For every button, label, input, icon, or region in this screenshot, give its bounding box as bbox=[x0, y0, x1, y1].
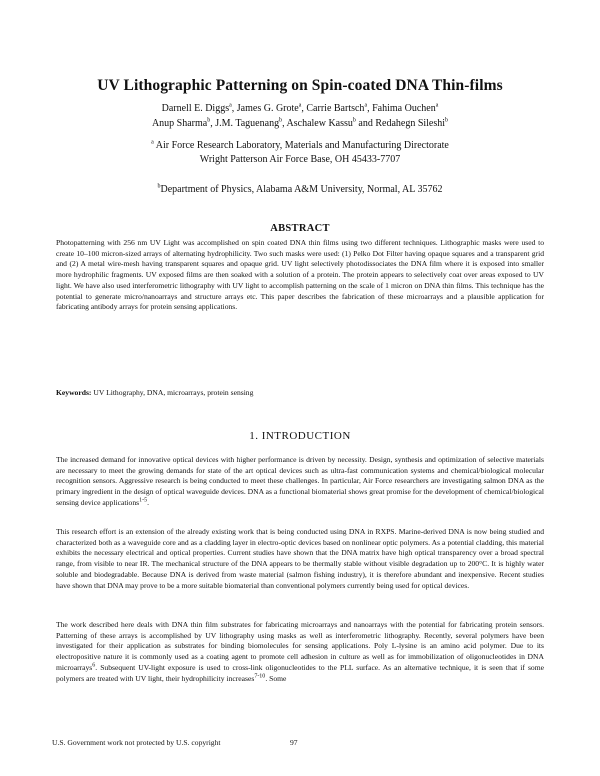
paper-title: UV Lithographic Patterning on Spin-coated DNA Thin-films bbox=[97, 77, 503, 94]
abstract-text: Photopatterning with 256 nm UV Light was accomplished on spin coated DNA thin films using two different techniques. Lithographic masks were used to create 10–100 micron-sized arrays of alternating hydrophilicity. Two such masks were used: (1) Pelko Dot Filter having opaque squares and a transparent grid and (2) A metal wire-mesh having transparent squares and opaque grid. UV light selectively photodissociates the DNA film where it is exposed into smaller more hydrophilic fragments. UV exposed films are then soaked with a solution of a protein. The protein appears to selectively coat over areas exposed to UV light. We have also used interferometric lithography with UV light to accomplish patterning on the scale of 1 micron on DNA thin films. This technique has the potential to generate micro/nanoarrays and structure arrays etc. This paper describes the fabrication of these microarrays and a plausible application for fabricating antibody arrays for protein sensing applications. bbox=[56, 238, 544, 312]
affiliation-a-line-2: Wright Patterson Air Force Base, OH 45433-7707 bbox=[199, 153, 401, 165]
citation: 1-5 bbox=[139, 497, 148, 504]
intro-paragraph-1-text: The increased demand for innovative optical devices with higher performance is driven by necessity. Design, synthesis and optimization of selective materials are necessary to meet the growing demands for state of the art optical devices such as ultra-fast communication systems and chemical/biological molecular recognition sensors. Aggressive research is being conducted to meet these challenges. In particular, Air Force researchers are investigating salmon DNA as the primary ingredient in the design of optical waveguide devices. DNA as a functional biomaterial shows great promise for the development of chemical/biological sensing device applications bbox=[56, 455, 544, 507]
intro-paragraph-3-text: The work described here deals with DNA thin film substrates for fabricating microarrays and nanoarrays with the potential for fabricating protein sensors. Patterning of these arrays is accomplished by UV lithography using masks as well as interferometric lithography. Recently, several polymers have been investigated for their application as substrates for binding biomolecules for sensing applications. Poly L-lysine is an amino acid polymer. Due to its electropositive nature it is commonly used as a coating agent to promote cell adhesion in culture as well as for immobilization of oligonucleotides in DNA microarrays bbox=[56, 620, 544, 672]
intro-paragraph-3 bbox=[56, 620, 544, 684]
author-line-1 bbox=[60, 101, 540, 116]
affil-mark: b bbox=[445, 117, 449, 124]
keywords-label: Keywords: bbox=[56, 388, 92, 397]
affiliation-a-line-1: Air Force Research Laboratory, Materials and Manufacturing Directorate bbox=[155, 140, 449, 151]
author-name: Anup Sharma bbox=[151, 118, 208, 129]
author-name: and Redahegn Sileshi bbox=[355, 118, 446, 129]
copyright-notice: U.S. Government work not protected by U.S. copyright bbox=[52, 738, 221, 747]
affil-mark: a bbox=[298, 102, 302, 109]
affil-mark: b bbox=[157, 183, 161, 190]
affiliation-a bbox=[60, 139, 540, 166]
affiliation-b-text: Department of Physics, Alabama A&M University, Normal, AL 35762 bbox=[160, 184, 443, 195]
affiliation-b bbox=[60, 183, 540, 197]
intro-paragraph-1: The increased demand for innovative optical devices with higher performance is driven by necessity. Design, synthesis and optimization of selective materials are necessary to meet the growing demands for state of the art optical devices such as ultra-fast communication systems and chemical/biological molecular recognition sensors. Aggressive research is being conducted to meet these challenges. In particular, Air Force researchers are investigating salmon DNA as the primary ingredient in the design of optical waveguide devices. DNA as a functional biomaterial shows great promise for the development of chemical/biological sensing device applications$^{1-5}$. bbox=[56, 455, 544, 507]
author-list bbox=[60, 101, 540, 131]
keywords-text: UV Lithography, DNA, microarrays, protein sensing bbox=[91, 388, 254, 397]
citation: 6 bbox=[92, 662, 96, 669]
author-name: , Carrie Bartsch bbox=[301, 103, 365, 114]
affil-mark: b bbox=[352, 117, 356, 124]
affil-mark: a bbox=[364, 102, 368, 109]
affil-mark: a bbox=[435, 102, 439, 109]
author-name: , Fahima Ouchen bbox=[367, 103, 436, 114]
author-name: , J.M. Taguenang bbox=[210, 118, 280, 129]
author-name: , James G. Grote bbox=[231, 103, 299, 114]
affil-mark: a bbox=[229, 102, 232, 109]
intro-paragraph-3-text: . Some bbox=[265, 673, 287, 683]
author-line-2 bbox=[60, 116, 540, 131]
citation: 7-10 bbox=[254, 672, 266, 679]
affil-mark: b bbox=[279, 117, 283, 124]
affil-mark: b bbox=[207, 117, 211, 124]
abstract-heading: ABSTRACT bbox=[270, 223, 330, 234]
keywords bbox=[56, 388, 544, 399]
author-name: Darnell E. Diggs bbox=[161, 103, 230, 114]
introduction-heading: 1. INTRODUCTION bbox=[249, 430, 351, 442]
intro-paragraph-2: This research effort is an extension of the already existing work that is being conducted using DNA in RXPS. Marine-derived DNA is now being studied and characterized both as a waveguide core and as a cladding layer in electro-optic devices based on nonlinear optic polymers. As a potential cladding, this material exhibits the necessary electrical and optical properties. Current studies have shown that the DNA matrix have high optical transparency over a broad spectral range, from visible to near IR. The mechanical structure of the DNA appears to be thermally stable without visible degradation up to 200°C. It is highly water soluble and biodegradable. Because DNA is derived from waste material (salmon fishing industry), it is therefore abundant and inexpensive. Recent studies have shown that DNA may prove to be a more suitable biomaterial than conventional polymers currently being used for optical devices. bbox=[56, 527, 544, 590]
intro-paragraph-3-text: . Subsequent UV-light exposure is used to cross-link oligonucleotides to the PLL surface. As an alternative technique, it is seen that if some polymers are treated with UV light, their hydrophilicity increases bbox=[56, 662, 544, 683]
page-number: 97 bbox=[290, 738, 298, 747]
author-name: , Aschalew Kassu bbox=[282, 118, 353, 129]
affil-mark: a bbox=[151, 139, 154, 146]
